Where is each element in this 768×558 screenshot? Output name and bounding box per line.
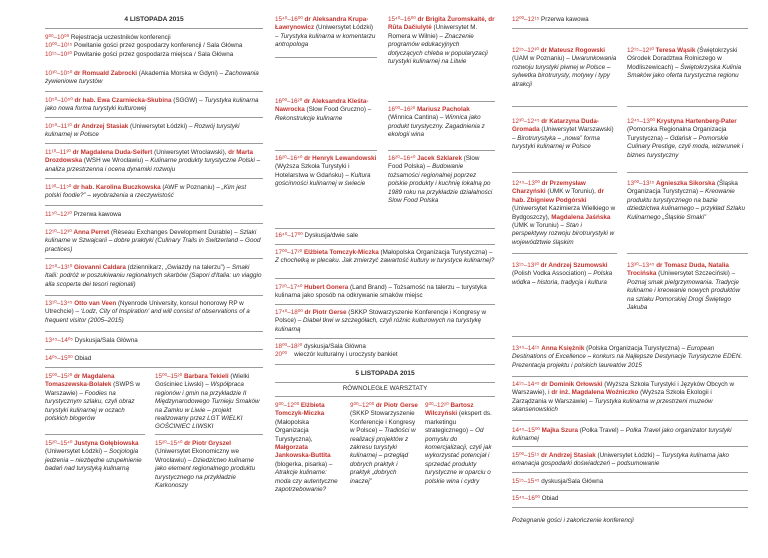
- parallel-workshops-label: RÓWNOLEGŁE WARSZTATY: [342, 385, 428, 392]
- divider: [45, 91, 263, 92]
- divider: [45, 295, 263, 296]
- divider: [45, 349, 263, 350]
- program-entry: 15²⁰–15⁴⁰ dr Piotr Gryszel (Uniwersytet Ekonomiczny we Wrocławiu) – Dziedzictwo kulinarne jako element regionalnego produktu turystycznego na przykładzie Karkonoszy: [155, 440, 256, 490]
- program-entry: 15⁴⁵–16⁰⁰ Obiad: [512, 495, 559, 502]
- program-entry: 11¹⁰–11³⁰ dr Magdalena Duda-Seifert (Uniwersytet Wrocławski), dr Marta Drozdowska (WSH we Wrocławiu) – Kulinarne produkty turystyczne Polski – analiza przestrzenna i ocena dynamiki rozwoju: [45, 149, 261, 173]
- divider: [512, 446, 748, 447]
- program-entry: 15⁰⁰–15²⁰ Barbara Tekieli (Wielki Gościniec Liwski) – Współpraca regionów i gmin na przykładzie II Międzynarodowego Turnieju Smaków na Zamku w Liwie – projekt realizowany przez LGT WIELKI GOŚCINIEC LIWSKI: [155, 373, 260, 431]
- program-entry: 18⁰⁰–18²⁰ dyskusja/Sala Główna 20⁰⁰ wieczór kulturalny i uroczysty bankiet: [275, 343, 398, 359]
- program-entry: 15²⁰–15⁴⁰ Justyna Gołębiowska (Uniwersytet Łódzki) – Socjologia jedzenia – niezbędne uzupełnienie badań nad turystyką kulinarną: [45, 440, 142, 473]
- program-entry: 15⁰⁰–15¹⁵ dr Andrzej Stasiak (Uniwersytet Łódzki) – Turystyka kulinarna jako emanacja gospodarki doświadczeń – podsumowanie: [512, 452, 729, 468]
- divider: [275, 364, 495, 365]
- divider: [512, 253, 617, 254]
- program-entry: 12⁴⁵–13⁰⁰ Krystyna Hartenberg-Pater (Pomorska Regionalna Organizacja Turystyczna) – Gdańsk – Pomorskie Culinary Prestige, czyli moda, wizerunek i biznes turystyczny: [627, 118, 744, 159]
- column-day1-afternoon: [275, 0, 495, 558]
- program-entry: 13¹⁵–13³⁰ dr Andrzej Szumowski (Polish Vodka Association) – Polska wódka – historia, tradycja i kultura: [512, 262, 613, 286]
- divider: [627, 253, 748, 254]
- divider: [512, 106, 617, 107]
- program-entry: 12¹⁵–12³⁰ Teresa Wąsik (Świętokrzyski Ośrodek Doradztwa Rolniczego w Modliszewicach) – Świętokrzyska Kulinia Smaków jako oferta turystyczna regionu: [627, 47, 742, 80]
- program-entry: 13⁰⁰–13¹⁵ Agnieszka Sikorska (Śląska Organizacja Turystyczna) – Kreowanie produktu turystycznego na bazie dziedzictwa kulinarnego – przykład Szlaku Kulinarnego „Śląskie Smaki”: [627, 180, 745, 221]
- divider: [45, 331, 263, 332]
- program-entry: 13⁴⁵–14⁰⁵ Dyskusja/Sala Główna: [45, 337, 138, 344]
- divider: [627, 172, 748, 173]
- program-entry: 14¹⁵–14⁴⁵ dr Dominik Orłowski (Wyższa Szkoła Turystyki i Języków Obcych w Warszawie), i dr inż. Magdalena Woźniczko (Wyższa Szkoła Ekologii i Zarządzania w Warszawie) – Turystyka kulinarna w przestrzeni muzeów skansenowskich: [512, 381, 735, 414]
- program-entry: 10⁵⁰–10⁵⁰ dr hab. Ewa Czarniecka-Skubina (SGGW) – Turystyka kulinarna jako nowa forma turystyki kulturowej: [45, 97, 259, 113]
- closing-text: Pożegnanie gości i zakończenie konferencji: [512, 517, 634, 524]
- divider: [45, 258, 263, 259]
- divider: [275, 338, 495, 339]
- program-entry: 16²⁰–16⁴⁰ dr Henryk Lewandowski (Wyższa Szkoła Turystyki i Hotelarstwa w Gdańsku) – Kultura gościnności kulinarnej w świecie: [275, 155, 377, 188]
- divider: [45, 143, 263, 144]
- program-entry: 16⁰⁰–16²⁰ dr Aleksandra Kleśta-Nawrocka (Slow Food Gruczno) – Rekonstrukcje kulinarne: [275, 98, 372, 122]
- divider: [45, 367, 263, 368]
- program-entry: 9⁰⁰–12²⁰ Bartosz Wilczyński (ekspert ds. marketingu strategicznego) – Od pomysłu do komercjalizacji, czyli jak wykorzystać potencjał i sprzedać produkty turystyczne w oparciu o polskie wina i cydry: [425, 402, 492, 485]
- program-entry: 9⁰⁰–12⁰⁰ dr Piotr Gerse (SKKP Stowarzyszenie Konferencje i Kongresy w Polsce) – Tradiości w realizacji projektów z zakresu turystyki kulinarnej – przegląd dobrych praktyk i praktyk „dobrych inaczej”: [350, 402, 418, 485]
- divider: [45, 117, 263, 118]
- program-entry: 12⁴⁵–13⁰⁰ dr Przemysław Charzyński (UMK w Toruniu), dr hab. Zbigniew Podgórski (Uniwersytet Kazimierza Wielkiego w Bydgoszczy), Magdalena Jaśńska (UMK w Toruniu) – Stan i perspektywy rozwoju birotrurystyki w województwie śląskim: [512, 180, 616, 246]
- program-entry: 12³⁰–12⁴⁵ dr Katarzyna Duda-Gromada (Uniwersytet Warszawski) – Birotrurystyka – „nowa” forma turystyki kulinarnej w Polsce: [512, 118, 614, 151]
- program-entry: 15¹⁵–15⁴⁵ dyskusja/Sala Główna: [512, 478, 604, 485]
- program-entry: 13³⁰–13⁴⁵ dr Tomasz Duda, Natalia Trocińska (Uniwersytet Szczeciński) – Poznaj smak pielgrzymowania. Tradycje kulinarne i kreowanie nowych produktów na szlaku Pomorskiej Drogi Świętego Jakuba: [627, 262, 741, 312]
- program-entry: 15⁴⁰–16⁰⁰ dr Brigita Żuromskaitė, dr Rūta Dačiulytė (Uniwersytet M. Romera w Wilnie) – Znaczenie programów edukacyjnych dotyczących chleba w popularyzacji turystyki kulinarnej na Litwie: [388, 16, 495, 66]
- program-entry: 12⁵⁰–13¹⁰ Giovanni Caldara (dziennikarz, „Gwiazdy na talerzu”) – Smaki Italii: podróż w poszukiwaniu regionalnych skarbów (Sapori d'Italia: un viaggio alla scoperta dei tesori regionali): [45, 264, 262, 288]
- divider: [45, 205, 263, 206]
- program-entry: 16²⁰–16⁴⁰ Jacek Szklarek (Slow Food Polska) – Budowanie tożsamości regionalnej poprzez polskie produkty i kuchnię lokalną po 1989 roku na przykładzie działalności Slow Food Polska: [388, 155, 493, 205]
- divider: [388, 101, 495, 102]
- program-entry: 13⁴⁵–14¹⁵ Anna Księżnik (Polska Organizacja Turystyczna) – European Destinations of Excellence – konkurs na Najlepsze Destynacje Turystyczne EDEN. Prezentacja projektu i polskich laureatów 2015: [512, 345, 743, 369]
- program-entry: 9⁰⁰–10⁰⁰ Rejestracja uczestników konferencji 10⁰⁰–10¹⁵ Powitanie gości przez gospodarzy konferencji / Sala Główna 10¹⁵–10³⁰ Powitanie gości przez gospodarza miejsca / Sala Główna: [45, 34, 243, 58]
- program-entry: 15⁰⁰–15²⁰ dr Magdalena Tomaszewska-Bolałek (SWPS w Warszawie) – Foodies na turystycznym szlaku, czyli obraz turystyki kulinarnej w oczach polskich blogerów: [45, 373, 141, 423]
- day1-header: 4 LISTOPADA 2015: [124, 16, 184, 23]
- divider: [627, 106, 748, 107]
- program-entry: 11⁵⁰–12¹⁰ Przerwa kawowa: [45, 211, 122, 218]
- column-day1-morning: [45, 0, 263, 558]
- program-entry: 9⁰⁰–12⁰⁰ Elżbieta Tomczyk-Miczka (Małopolska Organizacja Turystyczna), Małgorzata Jankowska-Buttita (blogerka, pisarka) – Atrakcje kulinarne: moda czy autentyczne zapotrzebowanie?: [275, 402, 338, 494]
- divider: [275, 304, 495, 305]
- divider: [45, 223, 263, 224]
- divider: [45, 28, 263, 29]
- divider: [512, 376, 748, 377]
- program-entry: 14⁴⁵–15⁰⁰ Majka Szura (Polka Travel) – Polka Travel jako organizator turystyki kulinarnej: [512, 427, 732, 443]
- divider: [45, 178, 263, 179]
- program-entry: 10⁵⁰–11¹⁰ dr Andrzej Stasiak (Uniwersytet Łódzki) – Rozwój turystyki kulinarnej w Polsce: [45, 123, 240, 139]
- program-entry: 10³⁰–10⁵⁰ dr Romuald Zabrocki (Akademia Morska w Gdyni) – Zachowania żywieniowe turystów: [45, 70, 259, 86]
- divider: [512, 490, 748, 491]
- divider: [512, 507, 748, 508]
- program-entry: 15⁴⁰–16⁰⁰ dr Aleksandra Krupa-Ławrynowicz (Uniwersytet Łódzki) – Turystyka kulinarna w komentarzu antropologa: [275, 16, 376, 49]
- divider: [275, 57, 377, 58]
- program-entry: 14⁰⁵–15⁰⁰ Obiad: [45, 355, 92, 362]
- column-day2: [512, 0, 748, 558]
- program-entry: 12⁰⁰–12¹⁵ Przerwa kawowa: [512, 16, 589, 23]
- program-entry: 16⁴⁰–17⁰⁰ Dyskusja/dwie sale: [275, 232, 359, 239]
- program-entry: 12¹⁵–12³⁰ dr Mateusz Rogowski (UAM w Poznaniu) – Uwarunkowania rozwoju turystyki piwnej w Polsce – sylwetka birotrurysty, motywy i typy atrakcji: [512, 47, 617, 88]
- divider: [512, 336, 748, 337]
- divider: [275, 150, 377, 151]
- program-entry: 17⁴⁰–18⁰⁰ dr Piotr Gerse (SKKP Stowarzyszenie Konferencje i Kongresy w Polsce) – Diabeł tkwi w szczegółach, czyli różnic kulturowych na turystykę kulinarną: [275, 309, 487, 333]
- divider: [155, 434, 263, 435]
- divider: [512, 472, 748, 473]
- program-entry: 12¹⁰–12³⁰ Anna Perret (Rèseau Exchanges Development Durable) – Szlaki kulinarne w Szwajcarii – dobre praktyki (Culinary Trails in Switzerland – Good practices): [45, 229, 261, 253]
- divider: [512, 172, 617, 173]
- divider: [275, 244, 495, 245]
- divider: [275, 382, 495, 383]
- day2-header: 5 LISTOPADA 2015: [355, 370, 415, 377]
- divider: [275, 396, 495, 397]
- program-entry: 16⁰⁰–16²⁰ Mariusz Pacholak (Winnica Cantina) – Winnica jako produkt turystyczny. Zagadnienia z ekologii wina: [388, 106, 485, 139]
- program-entry: 13¹⁰–13⁴⁵ Otto van Veen (Nyenrode University, konsul honorowy RP w Utrechcie) – ‘Lodz, City of Inspiration’ and will consist of observations of a frequent visitor (2005–2015): [45, 300, 250, 324]
- divider: [512, 28, 748, 29]
- program-entry: 17⁰⁰–17²⁰ Elżbieta Tomczyk-Miczka (Małopolska Organizacja Turystyczna) – Z chochelką w plecaku. Jak zmierzyć zawartość kultury w turystyce kulinarnej?: [275, 249, 495, 265]
- divider: [275, 228, 495, 229]
- divider: [388, 150, 495, 151]
- divider: [275, 278, 495, 279]
- program-entry: 11³⁰–11⁵⁰ dr hab. Karolina Buczkowska (AWF w Poznaniu) – „Kim jest polski foodie?” – wyobrażenia a rzeczywistość: [45, 184, 247, 200]
- program-entry: 17²⁰–17⁴⁰ Hubert Gonera (Land Brand) – Tożsamość na talerzu – turystyka kulinarna jako sposób na odkrywanie smaków miejsc: [275, 284, 487, 300]
- divider: [512, 420, 748, 421]
- divider: [45, 434, 145, 435]
